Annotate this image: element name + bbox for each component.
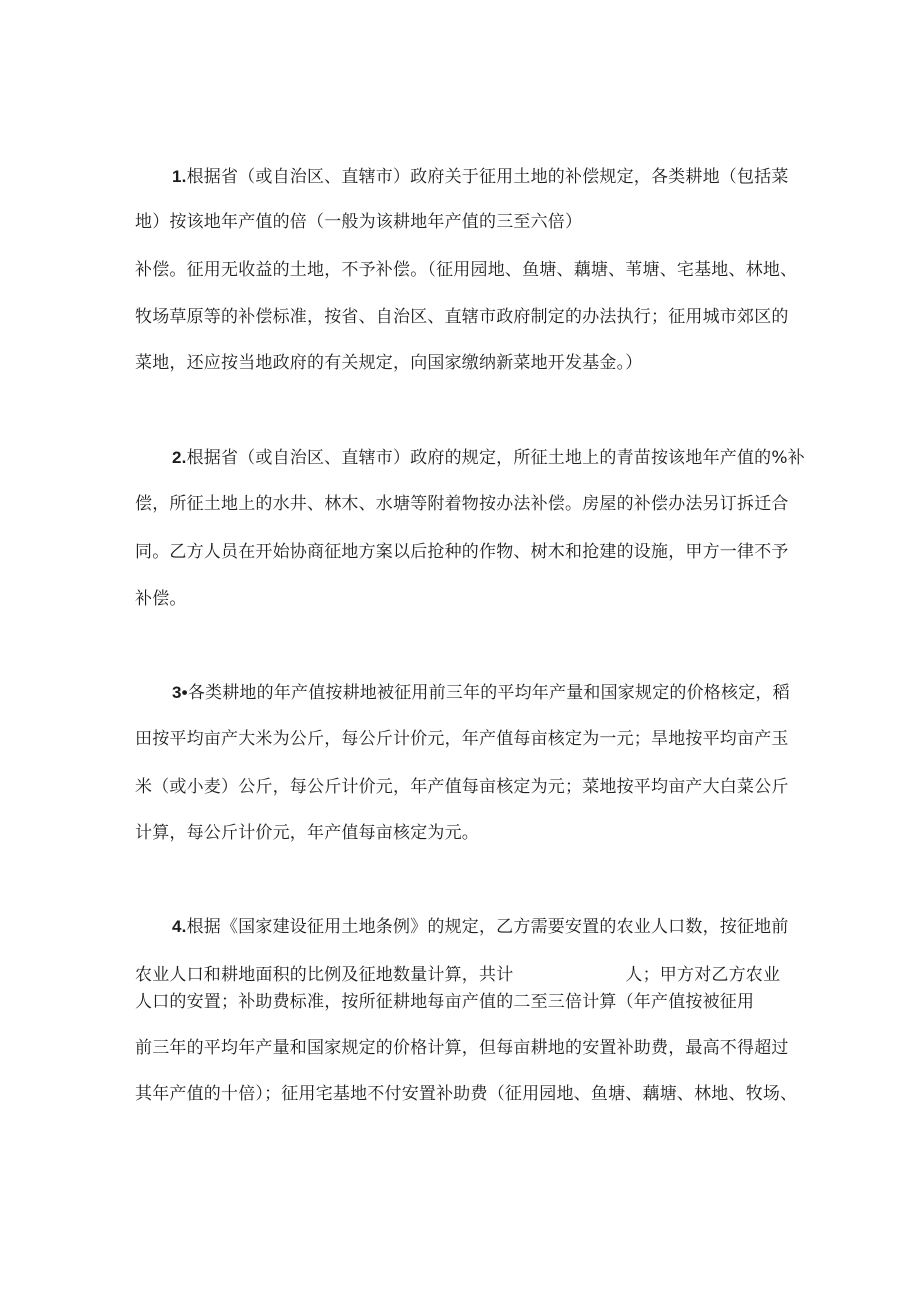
paragraph-line: 2.根据省（或自治区、直辖市）政府的规定，所征土地上的青苗按该地年产值的%补 — [172, 448, 805, 468]
section-number: 1. — [172, 167, 187, 186]
paragraph-line: 其年产值的十倍）；征用宅基地不付安置补助费（征用园地、鱼塘、藕塘、林地、牧场、 — [135, 1084, 798, 1104]
section-number: 4. — [172, 917, 187, 936]
paragraph-line: 3•各类耕地的年产值按耕地被征用前三年的平均年产量和国家规定的价格核定，稻 — [172, 683, 790, 703]
paragraph-line: 计算，每公斤计价元，年产值每亩核定为元。 — [135, 823, 479, 843]
paragraph-line: 米（或小麦）公斤，每公斤计价元，年产值每亩核定为元；菜地按平均亩产大白菜公斤 — [135, 777, 789, 797]
section-number: 2. — [172, 448, 187, 467]
paragraph-line: 同。乙方人员在开始协商征地方案以后抢种的作物、树木和抢建的设施，甲方一律不予 — [135, 542, 789, 562]
section-number: 3• — [172, 683, 188, 702]
paragraph-line: 1.根据省（或自治区、直辖市）政府关于征用土地的补偿规定，各类耕地（包括菜 — [172, 167, 789, 187]
paragraph-line: 补偿。 — [135, 589, 187, 609]
paragraph-line: 地）按该地年产值的倍（一般为该耕地年产值的三至六倍） — [135, 212, 583, 232]
paragraph-line: 牧场草原等的补偿标准，按省、自治区、直辖市政府制定的办法执行；征用城市郊区的 — [135, 307, 789, 327]
paragraph-line: 补偿。征用无收益的土地，不予补偿。（征用园地、鱼塘、藕塘、苇塘、宅基地、林地、 — [135, 260, 798, 280]
paragraph-line: 偿，所征土地上的水井、林木、水塘等附着物按办法补偿。房屋的补偿办法另订拆迁合 — [135, 494, 789, 514]
paragraph-line: 人口的安置；补助费标准，按所征耕地每亩产值的二至三倍计算（年产值按被征用 — [135, 992, 755, 1012]
paragraph-line: 菜地，还应按当地政府的有关规定，向国家缴纳新菜地开发基金。） — [135, 353, 643, 373]
paragraph-line: 农业人口和耕地面积的比例及征地数量计算，共计 人；甲方对乙方农业 — [135, 965, 781, 985]
paragraph-line: 田按平均亩产大米为公斤，每公斤计价元，年产值每亩核定为一元；旱地按平均亩产玉 — [135, 729, 789, 749]
paragraph-line: 4.根据《国家建设征用土地条例》的规定，乙方需要安置的农业人口数，按征地前 — [172, 917, 789, 937]
paragraph-line: 前三年的平均年产量和国家规定的价格计算，但每亩耕地的安置补助费，最高不得超过 — [135, 1038, 789, 1058]
